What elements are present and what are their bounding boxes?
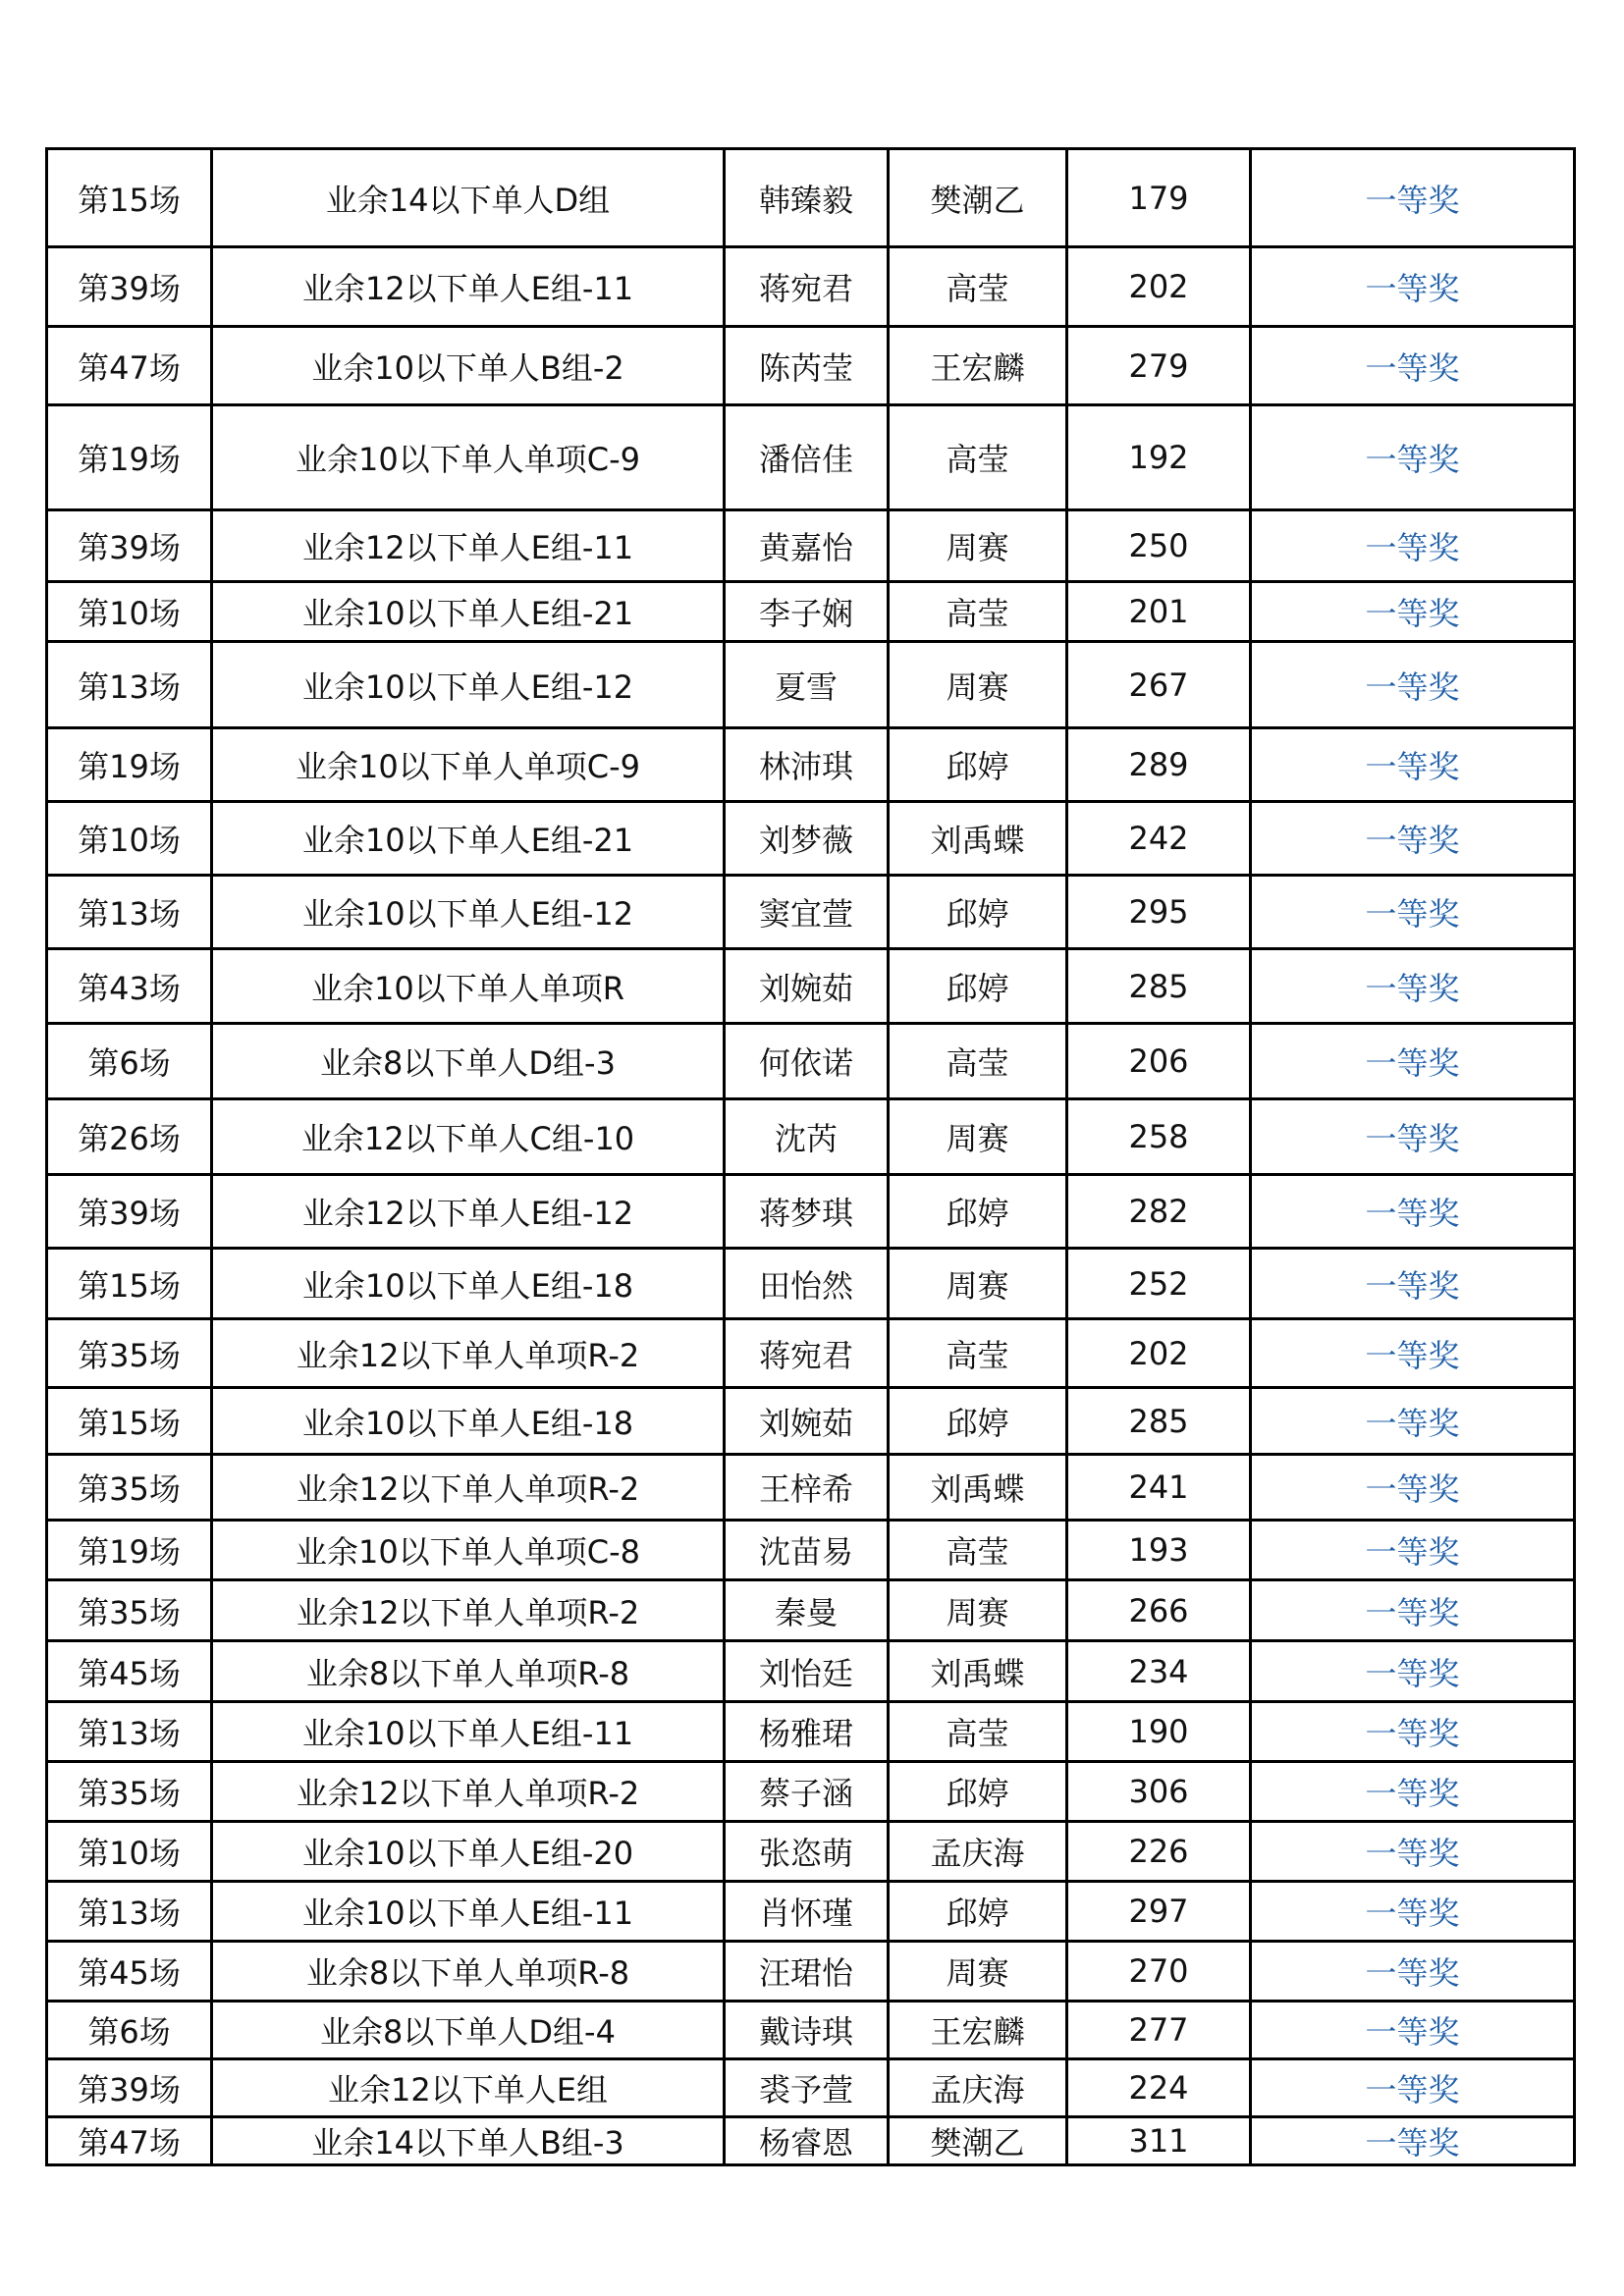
score-cell: 206 [1067, 1024, 1251, 1099]
group-cell: 业余10以下单人E组-12 [212, 642, 725, 728]
table-row [47, 1249, 1575, 1319]
score-cell: 250 [1067, 510, 1251, 582]
round-cell: 第45场 [47, 1641, 212, 1702]
score-cell: 297 [1067, 1882, 1251, 1942]
score-cell: 267 [1067, 642, 1251, 728]
score-cell: 179 [1067, 149, 1251, 247]
coach-cell: 邱婷 [889, 728, 1067, 802]
player-cell: 潘倍佳 [725, 405, 889, 510]
coach-cell: 邱婷 [889, 1175, 1067, 1249]
coach-cell: 邱婷 [889, 1762, 1067, 1822]
group-cell: 业余8以下单人D组-4 [212, 2002, 725, 2059]
group-cell: 业余12以下单人E组 [212, 2059, 725, 2117]
score-cell: 252 [1067, 1249, 1251, 1319]
round-cell: 第45场 [47, 1942, 212, 2002]
player-cell: 秦曼 [725, 1580, 889, 1641]
table-row [47, 582, 1575, 642]
player-cell: 王梓希 [725, 1455, 889, 1521]
award-cell: 一等奖 [1251, 1762, 1575, 1822]
coach-cell: 邱婷 [889, 876, 1067, 949]
group-cell: 业余8以下单人D组-3 [212, 1024, 725, 1099]
award-cell: 一等奖 [1251, 582, 1575, 642]
group-cell: 业余12以下单人C组-10 [212, 1099, 725, 1175]
player-cell: 蔡子涵 [725, 1762, 889, 1822]
round-cell: 第47场 [47, 2117, 212, 2165]
group-cell: 业余10以下单人E组-11 [212, 1702, 725, 1762]
coach-cell: 周赛 [889, 642, 1067, 728]
group-cell: 业余12以下单人单项R-2 [212, 1762, 725, 1822]
coach-cell: 高莹 [889, 1521, 1067, 1580]
group-cell: 业余10以下单人B组-2 [212, 327, 725, 405]
group-cell: 业余10以下单人单项C-9 [212, 728, 725, 802]
score-cell: 190 [1067, 1702, 1251, 1762]
player-cell: 何依诺 [725, 1024, 889, 1099]
score-cell: 192 [1067, 405, 1251, 510]
coach-cell: 周赛 [889, 1942, 1067, 2002]
round-cell: 第6场 [47, 1024, 212, 1099]
player-cell: 林沛琪 [725, 728, 889, 802]
table-row [47, 642, 1575, 728]
group-cell: 业余12以下单人单项R-2 [212, 1580, 725, 1641]
player-cell: 裘予萱 [725, 2059, 889, 2117]
coach-cell: 邱婷 [889, 1882, 1067, 1942]
coach-cell: 周赛 [889, 510, 1067, 582]
round-cell: 第15场 [47, 1388, 212, 1455]
round-cell: 第13场 [47, 1702, 212, 1762]
table-row [47, 1822, 1575, 1882]
group-cell: 业余14以下单人D组 [212, 149, 725, 247]
player-cell: 张恣萌 [725, 1822, 889, 1882]
player-cell: 刘怡廷 [725, 1641, 889, 1702]
round-cell: 第26场 [47, 1099, 212, 1175]
player-cell: 沈芮 [725, 1099, 889, 1175]
table-row [47, 949, 1575, 1024]
table-row [47, 149, 1575, 247]
coach-cell: 王宏麟 [889, 2002, 1067, 2059]
round-cell: 第39场 [47, 247, 212, 327]
round-cell: 第39场 [47, 1175, 212, 1249]
coach-cell: 高莹 [889, 247, 1067, 327]
coach-cell: 高莹 [889, 1702, 1067, 1762]
round-cell: 第10场 [47, 1822, 212, 1882]
round-cell: 第35场 [47, 1762, 212, 1822]
group-cell: 业余10以下单人E组-21 [212, 802, 725, 876]
group-cell: 业余10以下单人E组-21 [212, 582, 725, 642]
award-cell: 一等奖 [1251, 802, 1575, 876]
coach-cell: 樊潮乙 [889, 2117, 1067, 2165]
table-row [47, 1580, 1575, 1641]
table-row [47, 2059, 1575, 2117]
table-row [47, 1319, 1575, 1388]
player-cell: 陈芮莹 [725, 327, 889, 405]
table-row [47, 876, 1575, 949]
player-cell: 刘婉茹 [725, 949, 889, 1024]
coach-cell: 邱婷 [889, 949, 1067, 1024]
player-cell: 杨睿恩 [725, 2117, 889, 2165]
player-cell: 戴诗琪 [725, 2002, 889, 2059]
round-cell: 第19场 [47, 405, 212, 510]
player-cell: 韩臻毅 [725, 149, 889, 247]
results-table-body [47, 149, 1575, 2165]
group-cell: 业余8以下单人单项R-8 [212, 1641, 725, 1702]
table-row [47, 1762, 1575, 1822]
award-cell: 一等奖 [1251, 642, 1575, 728]
award-cell: 一等奖 [1251, 1024, 1575, 1099]
round-cell: 第19场 [47, 728, 212, 802]
group-cell: 业余12以下单人E组-11 [212, 247, 725, 327]
results-table [45, 147, 1576, 2166]
award-cell: 一等奖 [1251, 1455, 1575, 1521]
score-cell: 270 [1067, 1942, 1251, 2002]
score-cell: 285 [1067, 1388, 1251, 1455]
coach-cell: 周赛 [889, 1249, 1067, 1319]
player-cell: 田怡然 [725, 1249, 889, 1319]
group-cell: 业余10以下单人单项C-9 [212, 405, 725, 510]
group-cell: 业余8以下单人单项R-8 [212, 1942, 725, 2002]
table-row [47, 327, 1575, 405]
award-cell: 一等奖 [1251, 1822, 1575, 1882]
table-row [47, 1455, 1575, 1521]
coach-cell: 孟庆海 [889, 1822, 1067, 1882]
player-cell: 蒋宛君 [725, 247, 889, 327]
coach-cell: 周赛 [889, 1580, 1067, 1641]
table-row [47, 728, 1575, 802]
group-cell: 业余10以下单人E组-20 [212, 1822, 725, 1882]
award-cell: 一等奖 [1251, 149, 1575, 247]
table-row [47, 2002, 1575, 2059]
table-row [47, 1702, 1575, 1762]
coach-cell: 高莹 [889, 405, 1067, 510]
table-row [47, 1641, 1575, 1702]
score-cell: 285 [1067, 949, 1251, 1024]
group-cell: 业余10以下单人单项R [212, 949, 725, 1024]
round-cell: 第39场 [47, 2059, 212, 2117]
round-cell: 第43场 [47, 949, 212, 1024]
player-cell: 蒋宛君 [725, 1319, 889, 1388]
player-cell: 蒋梦琪 [725, 1175, 889, 1249]
score-cell: 295 [1067, 876, 1251, 949]
coach-cell: 邱婷 [889, 1388, 1067, 1455]
award-cell: 一等奖 [1251, 510, 1575, 582]
round-cell: 第15场 [47, 1249, 212, 1319]
table-row [47, 1521, 1575, 1580]
coach-cell: 刘禹蝶 [889, 1455, 1067, 1521]
award-cell: 一等奖 [1251, 1319, 1575, 1388]
group-cell: 业余12以下单人E组-12 [212, 1175, 725, 1249]
award-cell: 一等奖 [1251, 2117, 1575, 2165]
round-cell: 第10场 [47, 802, 212, 876]
award-cell: 一等奖 [1251, 728, 1575, 802]
round-cell: 第35场 [47, 1319, 212, 1388]
coach-cell: 高莹 [889, 582, 1067, 642]
round-cell: 第13场 [47, 1882, 212, 1942]
score-cell: 202 [1067, 247, 1251, 327]
round-cell: 第39场 [47, 510, 212, 582]
score-cell: 311 [1067, 2117, 1251, 2165]
award-cell: 一等奖 [1251, 876, 1575, 949]
score-cell: 242 [1067, 802, 1251, 876]
coach-cell: 孟庆海 [889, 2059, 1067, 2117]
score-cell: 226 [1067, 1822, 1251, 1882]
group-cell: 业余10以下单人E组-18 [212, 1388, 725, 1455]
score-cell: 234 [1067, 1641, 1251, 1702]
table-row [47, 2117, 1575, 2165]
coach-cell: 高莹 [889, 1319, 1067, 1388]
coach-cell: 周赛 [889, 1099, 1067, 1175]
player-cell: 汪珺怡 [725, 1942, 889, 2002]
player-cell: 夏雪 [725, 642, 889, 728]
award-cell: 一等奖 [1251, 1521, 1575, 1580]
award-cell: 一等奖 [1251, 1641, 1575, 1702]
award-cell: 一等奖 [1251, 1702, 1575, 1762]
score-cell: 306 [1067, 1762, 1251, 1822]
player-cell: 李子娴 [725, 582, 889, 642]
award-cell: 一等奖 [1251, 247, 1575, 327]
award-cell: 一等奖 [1251, 1882, 1575, 1942]
score-cell: 202 [1067, 1319, 1251, 1388]
player-cell: 杨雅珺 [725, 1702, 889, 1762]
player-cell: 刘梦薇 [725, 802, 889, 876]
round-cell: 第13场 [47, 642, 212, 728]
award-cell: 一等奖 [1251, 2002, 1575, 2059]
table-row [47, 1942, 1575, 2002]
score-cell: 241 [1067, 1455, 1251, 1521]
table-row [47, 510, 1575, 582]
score-cell: 277 [1067, 2002, 1251, 2059]
player-cell: 窦宜萱 [725, 876, 889, 949]
round-cell: 第47场 [47, 327, 212, 405]
award-cell: 一等奖 [1251, 2059, 1575, 2117]
coach-cell: 刘禹蝶 [889, 1641, 1067, 1702]
award-cell: 一等奖 [1251, 1249, 1575, 1319]
coach-cell: 樊潮乙 [889, 149, 1067, 247]
coach-cell: 刘禹蝶 [889, 802, 1067, 876]
player-cell: 刘婉茹 [725, 1388, 889, 1455]
score-cell: 266 [1067, 1580, 1251, 1641]
award-cell: 一等奖 [1251, 1942, 1575, 2002]
group-cell: 业余10以下单人E组-11 [212, 1882, 725, 1942]
round-cell: 第35场 [47, 1580, 212, 1641]
coach-cell: 高莹 [889, 1024, 1067, 1099]
group-cell: 业余12以下单人单项R-2 [212, 1319, 725, 1388]
score-cell: 224 [1067, 2059, 1251, 2117]
player-cell: 黄嘉怡 [725, 510, 889, 582]
group-cell: 业余12以下单人E组-11 [212, 510, 725, 582]
table-row [47, 802, 1575, 876]
round-cell: 第15场 [47, 149, 212, 247]
table-row [47, 1024, 1575, 1099]
group-cell: 业余10以下单人单项C-8 [212, 1521, 725, 1580]
player-cell: 肖怀瑾 [725, 1882, 889, 1942]
round-cell: 第10场 [47, 582, 212, 642]
score-cell: 193 [1067, 1521, 1251, 1580]
round-cell: 第13场 [47, 876, 212, 949]
score-cell: 201 [1067, 582, 1251, 642]
table-row [47, 405, 1575, 510]
award-cell: 一等奖 [1251, 1388, 1575, 1455]
table-row [47, 1175, 1575, 1249]
table-row [47, 1882, 1575, 1942]
score-cell: 258 [1067, 1099, 1251, 1175]
table-row [47, 1388, 1575, 1455]
round-cell: 第35场 [47, 1455, 212, 1521]
table-row [47, 247, 1575, 327]
player-cell: 沈苗易 [725, 1521, 889, 1580]
award-cell: 一等奖 [1251, 1175, 1575, 1249]
round-cell: 第19场 [47, 1521, 212, 1580]
round-cell: 第6场 [47, 2002, 212, 2059]
group-cell: 业余12以下单人单项R-2 [212, 1455, 725, 1521]
table-row [47, 1099, 1575, 1175]
group-cell: 业余10以下单人E组-12 [212, 876, 725, 949]
score-cell: 289 [1067, 728, 1251, 802]
award-cell: 一等奖 [1251, 1580, 1575, 1641]
coach-cell: 王宏麟 [889, 327, 1067, 405]
group-cell: 业余10以下单人E组-18 [212, 1249, 725, 1319]
score-cell: 279 [1067, 327, 1251, 405]
score-cell: 282 [1067, 1175, 1251, 1249]
group-cell: 业余14以下单人B组-3 [212, 2117, 725, 2165]
award-cell: 一等奖 [1251, 949, 1575, 1024]
award-cell: 一等奖 [1251, 1099, 1575, 1175]
award-cell: 一等奖 [1251, 327, 1575, 405]
award-cell: 一等奖 [1251, 405, 1575, 510]
